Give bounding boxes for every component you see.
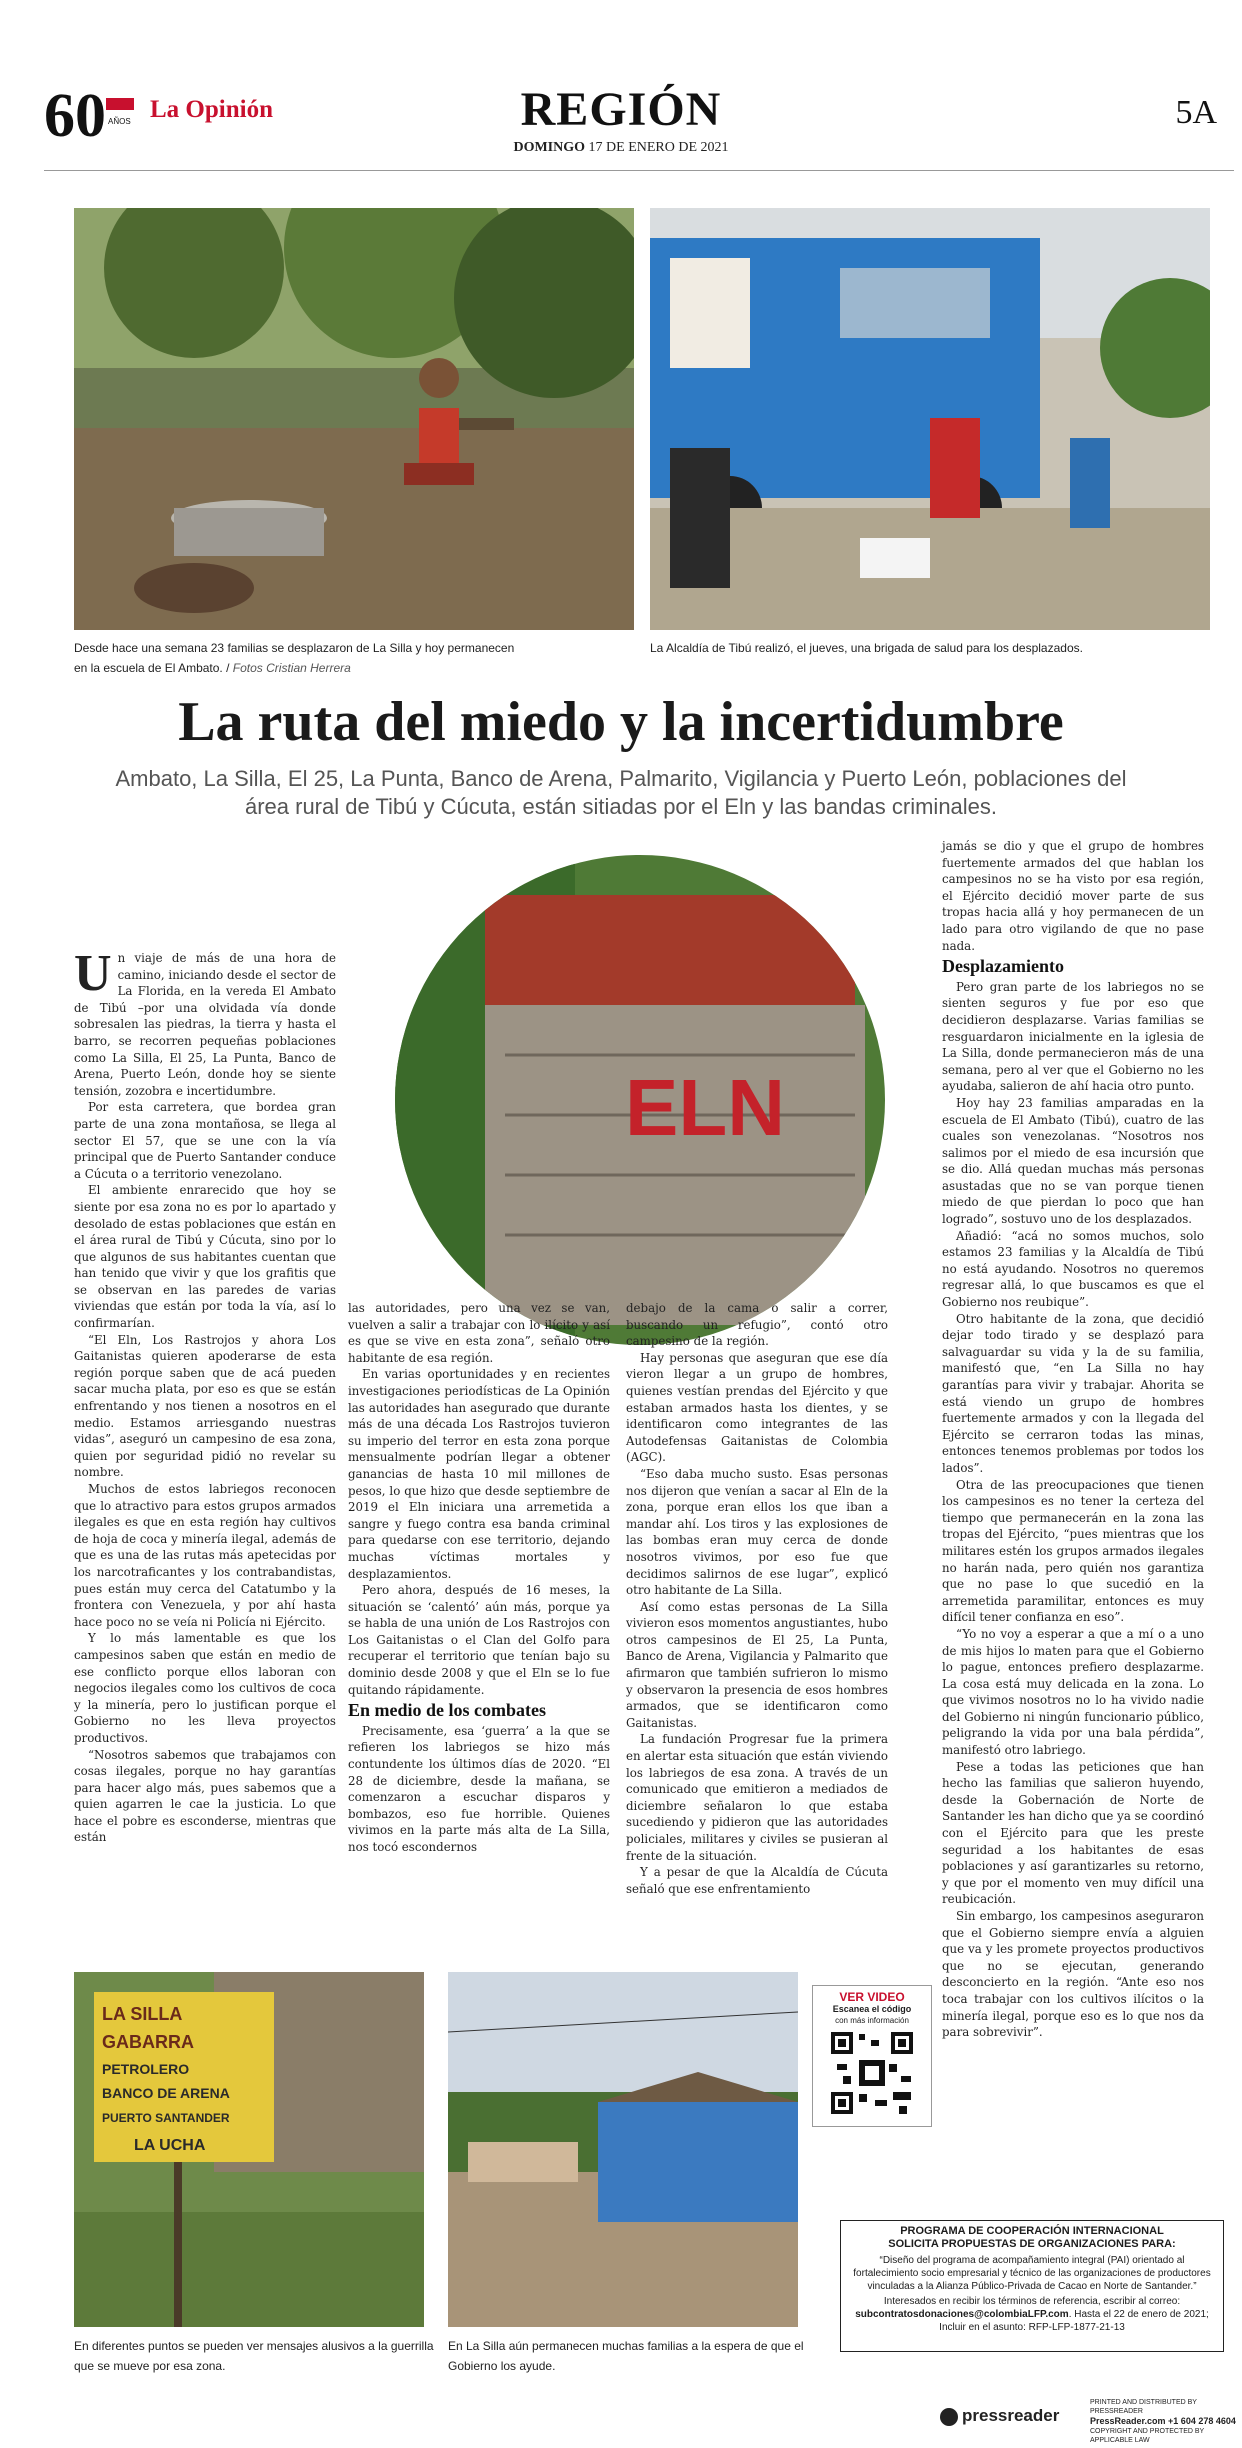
pressreader-footer — [940, 2392, 1242, 2448]
photo2-caption: La Alcaldía de Tibú realizó, el jueves, una brigada de salud para los desplazados. — [650, 641, 1083, 655]
paragraph: debajo de la cama o salir a correr, buscando un refugio”, contó otro campesino de la región. — [626, 1301, 888, 1349]
paragraph: Hoy hay 23 familias amparadas en la escuela de El Ambato (Tibú), cuatro de las cuales son venezolanas. “Nosotros nos salimos por el miedo de esa incursión que se dio. Allá quedan muchas más personas asustadas que no se van porque tienen miedo de que pierdan lo poco que han logrado”, sostuvo uno de los desplazados. — [942, 1095, 1204, 1227]
article-deck: Ambato, La Silla, El 25, La Punta, Banco de Arena, Palmarito, Vigilancia y Puerto León, poblaciones del área rural de Tibú y Cúcuta, están sitiadas por el Eln y las bandas criminales. — [115, 766, 1127, 819]
pr-line2: PressReader.com +1 604 278 4604 — [1090, 2416, 1236, 2426]
sign-line: PETROLERO — [102, 2061, 190, 2077]
paragraph: Añadió: “acá no somos muchos, solo estamos 23 familias y la Alcaldía de Tibú no está ayudando. Nosotros no queremos regresar allá, lo que buscamos es que el Gobierno nos reubique”. — [942, 1228, 1204, 1310]
paragraph: La fundación Progresar fue la primera en alertar esta situación que están viviendo los labriegos de esa zona. A través de un comunicado que emitieron a mediados de diciembre señalaron lo que estaba sucediendo y pidieron que las autoridades policiales, militares y civiles se pusieran al frente de la situación. — [626, 1732, 888, 1863]
photo1-caption — [74, 638, 524, 678]
paragraph: Por esta carretera, que bordea gran parte de una zona montañosa, se llega al sector El 57, que se une con la vía principal que de Puerto Santander conduce a Cúcuta o a territorio venezolano. — [74, 1100, 336, 1181]
sign-line: LA SILLA — [102, 2004, 183, 2024]
subheading: En medio de los combates — [348, 1700, 546, 1721]
anniversary-label: AÑOS — [108, 117, 131, 126]
paragraph: “Eso daba mucho susto. Esas personas nos dijeron que venían a sacar al Eln de la zona, porque eran ellos los que iban a mandar ahí. Los tiros y las explosiones de las bombas eran muy cerca de donde nosotros vivimos, por eso fue que decidimos salirnos de ese lugar”, explicó otro habitante de La Silla. — [626, 1466, 888, 1598]
paragraph: Hay personas que aseguran que ese día vieron llegar a un grupo de hombres, quienes vestían prendas del Ejército y que estaban armados hasta los dientes, y se identificaron como integrantes de las Autodefensas Gaitanistas de Colombia (AGC). — [626, 1350, 888, 1465]
pr-line3: COPYRIGHT AND PROTECTED BY APPLICABLE LAW — [1090, 2428, 1205, 2444]
ad-body: “Diseño del programa de acompañamiento integral (PAI) orientado al fortalecimiento socio empresarial y técnico de las organizaciones de productores vinculadas a la Alianza Público-Privada de Cacao en Norte de Santander.” — [853, 2255, 1211, 2292]
column-3 — [626, 1300, 888, 1897]
paragraph: Muchos de estos labriegos reconocen que lo atractivo para estos grupos armados ilegales es que en esta región hay cultivos de hoja de coca y minería ilegal, además de que es una de las rutas más apetecidas por los narcotraficantes y los contrabandistas, pues están muy cerca del Catatumbo y la frontera con Venezuela, y por ahí hasta hace poco no se veía ni Policía ni Ejército. — [74, 1482, 336, 1629]
photo-graffiti-sign — [74, 1972, 424, 2327]
graffiti-text: ELN — [625, 1063, 785, 1152]
anniversary-number: 60 — [44, 82, 106, 150]
ad-contact — [841, 2295, 1223, 2334]
photo-eln-graffiti — [395, 855, 885, 1345]
date-value: 17 DE ENERO DE 2021 — [588, 140, 729, 155]
ad-contact-prefix: Interesados en recibir los términos de referencia, escribir al correo: — [883, 2296, 1181, 2307]
paragraph: Sin embargo, los campesinos aseguraron que el Gobierno siempre envía a alguien que va y les promete proyectos productivos que no se ejecutan, generando desconcierto en la región. “Ante eso nos toca trabajar con los cultivos ilícitos o la minería ilegal, porque eso es lo que nos da para sobrevivir”. — [942, 1909, 1204, 2040]
paragraph: Pero gran parte de los labriegos no se sienten seguros y fue por eso que decidieron desplazarse. Varias familias se resguardaron inicialmente en la iglesia de La Silla, donde permanecieron más de una semana, pero al ver que el Gobierno no les ayudaba, salieron de ahí hacia otro punto. — [942, 979, 1204, 1094]
paragraph: Y lo más lamentable es que los campesinos saben que están en medio de ese conflicto porque ellos laboran con negocios ilegales como los cultivos de coca y la minería, pero lo justifican porque el Gobierno no les lleva proyectos productivos. — [74, 1631, 336, 1745]
sign-line: PUERTO SANTANDER — [102, 2111, 230, 2125]
subheading: Desplazamiento — [942, 956, 1064, 977]
dropcap: U — [74, 945, 112, 1002]
paragraph-text: n viaje de más de una hora de camino, iniciando desde el sector de La Florida, en la vereda El Ambato de Tibú –por una olvidada vía donde sobresalen las piedras, la tierra y hasta el barro, se recorren pequeñas poblaciones como La Silla, El 25, La Punta, Banco de Arena, Puerto León, donde hoy se siente tensión, zozobra e incertidumbre. — [74, 951, 336, 1098]
pressreader-logo — [940, 2406, 1059, 2426]
paragraph: Precisamente, esa ‘guerra’ a la que se refieren los labriegos se hizo más contundente los últimos días de 2020. “El 28 de diciembre, desde la mañana, se comenzaron a escuchar disparos y bombazos, eso fue horrible. Quienes vivimos en la parte más alta de La Silla, nos tocó escondernos — [348, 1723, 610, 1854]
ad-email[interactable]: subcontratosdonaciones@colombiaLFP.com — [855, 2309, 1069, 2320]
ad-title: PROGRAMA DE COOPERACIÓN INTERNACIONAL — [900, 2225, 1164, 2237]
date-day: DOMINGO — [513, 140, 586, 155]
article-headline: La ruta del miedo y la incertidumbre — [178, 691, 1064, 753]
photo1-credit: Fotos Cristian Herrera — [232, 661, 351, 675]
photo4-caption: En La Silla aún permanecen muchas familias a la espera de que el Gobierno los ayude. — [448, 2339, 804, 2373]
paragraph: Pese a todas las peticiones que han hecho las familias que salieron huyendo, desde la Gobernación de Norte de Santander les han dicho que ya se coordinó con el Ejército para que les preste seguridad a los habitantes de esas poblaciones y así garantizarles su retorno, y que por el momento ven muy difícil una reubicación. — [942, 1759, 1204, 1907]
video-line2: con más información — [835, 2016, 909, 2025]
paragraph: Otra de las preocupaciones que tienen los campesinos es no tener la certeza del tiempo que permanecerán en la zona las tropas del Ejército, “pues mientras que los militares estén los grupos armados ilegales no harán nada, pero quién nos garantiza que no pase lo que sucedió en la arremetida paramilitar, entonces es muy difícil tener confianza en eso”. — [942, 1477, 1204, 1625]
dateline — [0, 140, 1242, 156]
masthead-rule — [44, 170, 1234, 171]
column-1 — [74, 945, 336, 1846]
paragraph: Otro habitante de la zona, que decidió dejar todo tirado y se desplazó para salvaguardar su vida y la de su familia, manifestó que, “en La Silla no hay garantías para vivir y trabajar. Ahorita se está viendo un grupo de hombres fuertemente armados y con la llegada del Ejército se cerraron todas las minas, entonces tenemos problemas por todos los lados”. — [942, 1311, 1204, 1475]
sign-line: LA UCHA — [134, 2137, 206, 2154]
pr-line1: PRINTED AND DISTRIBUTED BY PRESSREADER — [1090, 2399, 1197, 2415]
column-4 — [942, 838, 1204, 2041]
ad-contact-suffix: . Hasta el 22 de enero de 2021; Incluir en el asunto: RFP-LFP-1877-21-13 — [939, 2309, 1209, 2333]
pressreader-wordmark: pressreader — [962, 2406, 1060, 2425]
section-title: REGIÓN — [520, 83, 722, 136]
photo1-caption-text: Desde hace una semana 23 familias se desplazaron de La Silla y hoy permanecen en la escuela de El Ambato. / — [74, 641, 515, 675]
paragraph: jamás se dio y que el grupo de hombres fuertemente armados del que hablan los campesinos no se ha visto por esa región, el Ejército decidió mover parte de sus tropas hacia allá y hoy permanecen de un lado para otro vigilando de que no pase nada. — [942, 839, 1204, 953]
sign-line: GABARRA — [102, 2032, 194, 2052]
paragraph: Así como estas personas de La Silla vivieron esos momentos angustiantes, hubo otros campesinos de El 25, La Punta, Banco de Arena, Vigilancia y Palmarito que afirmaron que también sufrieron lo mismo y observaron la presencia de esos hombres armados, que se identificaron como Gaitanistas. — [626, 1599, 888, 1730]
video-qr-box[interactable] — [812, 1985, 932, 2127]
photo3-caption: En diferentes puntos se pueden ver mensajes alusivos a la guerrilla que se mueve por esa zona. — [74, 2339, 434, 2373]
paragraph: En varias oportunidades y en recientes investigaciones periodísticas de La Opinión las autoridades han asegurado que durante más de una década Los Rastrojos tuvieron su imperio del terror en esta zona porque mensualmente podrían llegar a obtener ganancias de hasta 10 mil millones de pesos, lo que hizo que desde septiembre de 2019 el Eln iniciara una arremetida a sangre y fuego contra esa banda criminal para quedarse con ese territorio, dejando muchas víctimas mortales y desplazamientos. — [348, 1367, 610, 1581]
paragraph: Pero ahora, después de 16 meses, la situación se ‘calentó’ aún más, porque ya se habla de una unión de Los Rastrojos con Los Gaitanistas o el Clan del Golfo para recuperar el territorio que tenían bajo su dominio desde 2008 y que el Eln se lo fue quitando rápidamente. — [348, 1583, 610, 1697]
paragraph: “Nosotros sabemos que trabajamos con cosas ilegales, porque no hay garantías para hacer algo más, pues sabemos que a quien agarren le cae la justicia. Lo que hace el pobre es esconderse, mientras que están — [74, 1747, 336, 1845]
paragraph: Y a pesar de que la Alcaldía de Cúcuta señaló que ese enfrentamiento — [626, 1865, 888, 1896]
paragraph: El ambiente enrarecido que hoy se siente por esa zona no es por lo apartado y desolado de estas poblaciones que están en el área rural de Tibú y Cúcuta, sino por lo que algunos de sus habitantes cuentan que han tenido que vivir y que los grafitis que se observan en las paredes de varias viviendas que están por toda la vía, así lo confirmarían. — [74, 1183, 336, 1331]
cooperation-ad — [840, 2220, 1224, 2352]
video-title: VER VIDEO — [839, 1990, 905, 2004]
pressreader-icon — [940, 2408, 958, 2426]
photo-man-by-pot — [74, 208, 634, 630]
qr-code-icon[interactable] — [829, 2030, 915, 2116]
paragraph — [74, 945, 336, 1099]
brand-name: La Opinión — [150, 96, 273, 123]
paragraph: “Yo no voy a esperar a que a mí o a uno de mis hijos lo maten para que el Gobierno lo pague, entonces prefiero desplazarme. La cosa está muy delicada en la zona. Lo que vivimos nosotros no lo ha vivido nadie del Gobierno ni ningún funcionario público, peligrando la vida por una bala pérdida”, manifestó otro labriego. — [942, 1626, 1204, 1758]
column-2 — [348, 1300, 610, 1856]
ad-subtitle: SOLICITA PROPUESTAS DE ORGANIZACIONES PARA: — [888, 2238, 1176, 2250]
video-line1: Escanea el código — [832, 2004, 912, 2014]
page-number: 5A — [1175, 94, 1217, 131]
paragraph: “El Eln, Los Rastrojos y ahora Los Gaitanistas quieren apoderarse de esta región porque saben que de acá pueden sacar mucha plata, por eso es que se están enfrentando y nos tienen a nosotros en el medio. Estamos arriesgando nuestras vidas”, aseguró un campesino de esa zona, quien por seguridad pidió no revelar su nombre. — [74, 1332, 336, 1480]
photo-health-brigade — [650, 208, 1210, 630]
paragraph: las autoridades, pero una vez se van, vuelven a salir a trabajar con lo ilícito y así es que se vive en esta zona”, señaló otro habitante de esa región. — [348, 1301, 610, 1365]
sign-line: BANCO DE ARENA — [102, 2085, 230, 2101]
photo-la-silla-houses — [448, 1972, 798, 2327]
